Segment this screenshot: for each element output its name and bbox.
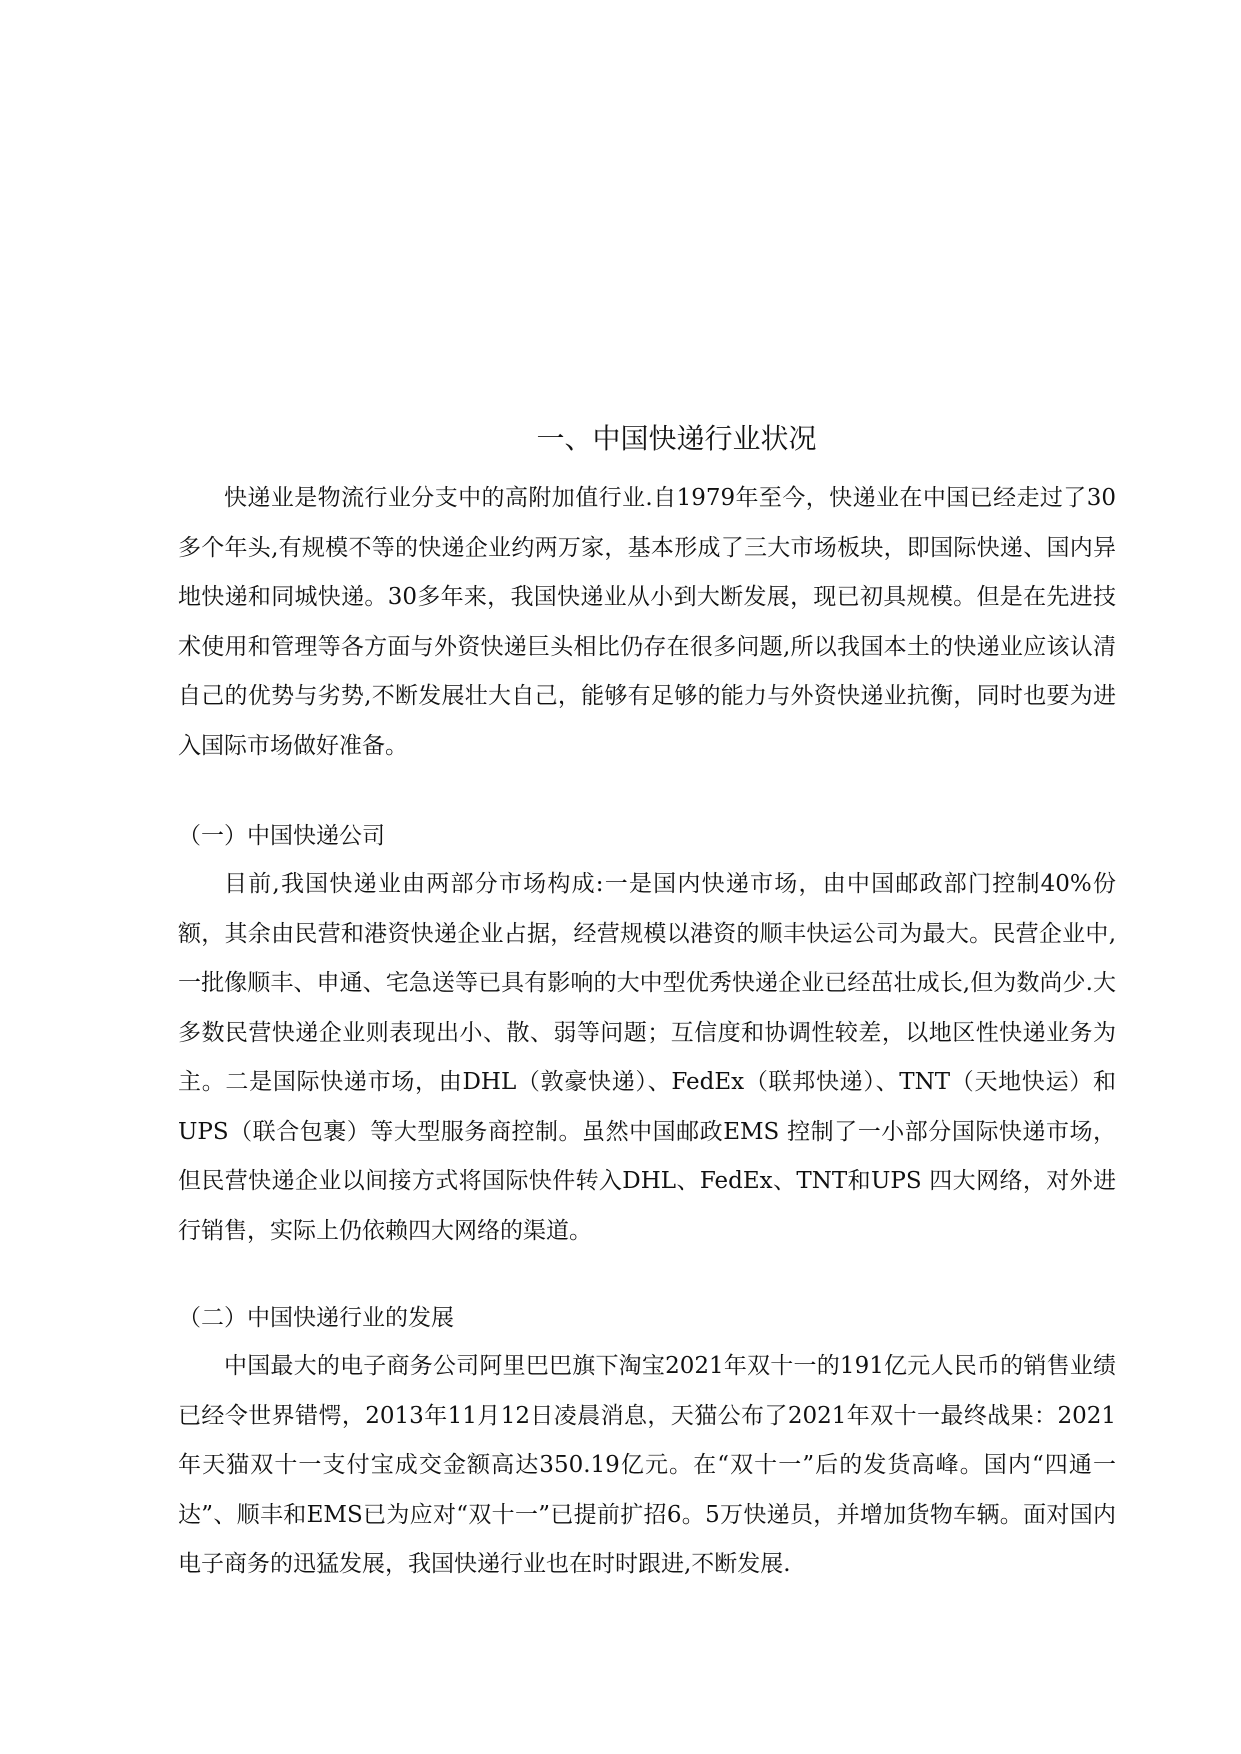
- companies-paragraph: 目前,我国快递业由两部分市场构成:一是国内快递市场，由中国邮政部门控制40%份额，其余由民营和港资快递企业占据，经营规模以港资的顺丰快运公司为最大。民营企业中,一批像顺丰、申通、宅急送等已具有影响的大中型优秀快递企业已经茁壮成长,但为数尚少.大多数民营快递企业则表现出小、散、弱等问题；互信度和协调性较差，以地区性快递业务为主。二是国际快递市场，由DHL（敦豪快递）、FedEx（联邦快递）、TNT（天地快运）和UPS（联合包裹）等大型服务商控制。虽然中国邮政EMS 控制了一小部分国际快递市场，但民营快递企业以间接方式将国际快件转入DHL、FedEx、TNT和UPS 四大网络，对外进行销售，实际上仍依赖四大网络的渠道。: [178, 871, 1116, 1244]
- section-heading-development: （二）中国快递行业的发展: [178, 1305, 454, 1331]
- page-title: 一、中国快递行业状况: [536, 422, 817, 455]
- section-heading-companies: （一）中国快递公司: [178, 823, 385, 849]
- development-paragraph: 中国最大的电子商务公司阿里巴巴旗下淘宝2021年双十一的191亿元人民币的销售业绩已经令世界错愕，2013年11月12日凌晨消息，天猫公布了2021年双十一最终战果：2021年天猫双十一支付宝成交金额高达350.19亿元。在“双十一”后的发货高峰。国内“四通一达”、顺丰和EMS已为应对“双十一”已提前扩招6。5万快递员，并增加货物车辆。面对国内电子商务的迅猛发展，我国快递行业也在时时跟进,不断发展.: [178, 1353, 1116, 1577]
- intro-paragraph: 快递业是物流行业分支中的高附加值行业.自1979年至今，快递业在中国已经走过了30多个年头,有规模不等的快递企业约两万家，基本形成了三大市场板块，即国际快递、国内异地快递和同城快递。30多年来，我国快递业从小到大断发展，现已初具规模。但是在先进技术使用和管理等各方面与外资快递巨头相比仍存在很多问题,所以我国本土的快递业应该认清自己的优势与劣势,不断发展壮大自己，能够有足够的能力与外资快递业抗衡，同时也要为进入国际市场做好准备。: [178, 485, 1116, 759]
